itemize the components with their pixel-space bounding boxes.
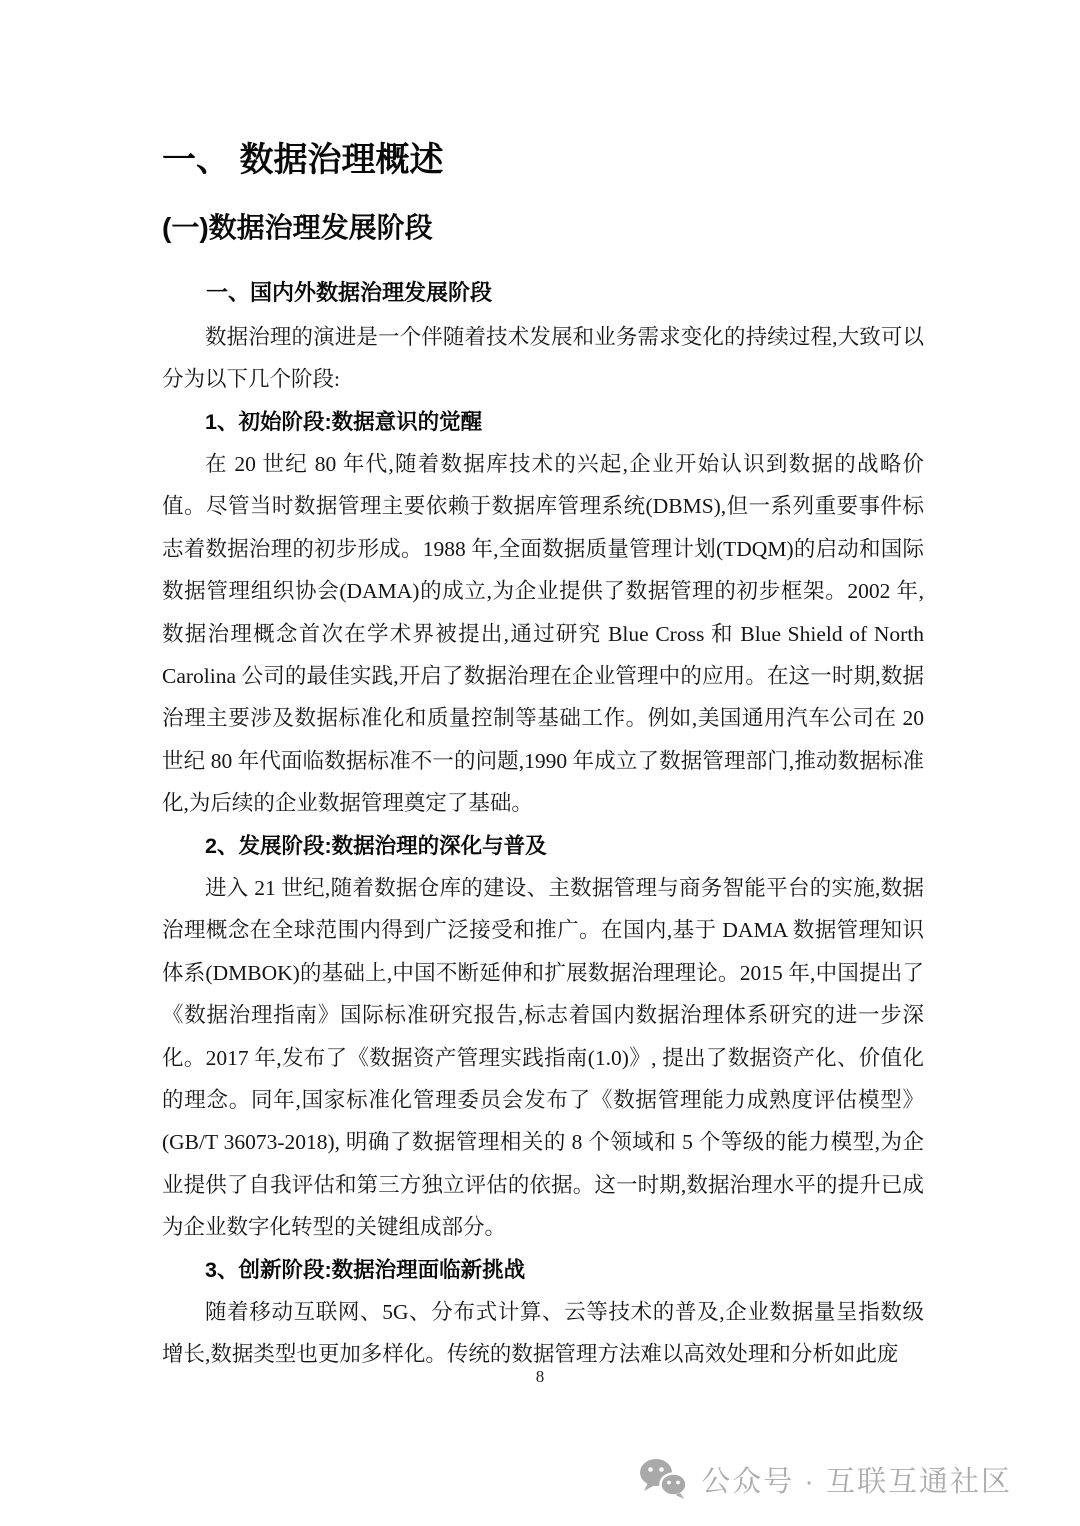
paragraph: 随着移动互联网、5G、分布式计算、云等技术的普及,企业数据量呈指数级增长,数据类型也更加多样化。传统的数据管理方法难以高效处理和分析如此庞: [162, 1300, 924, 1367]
chapter-title: 一、 数据治理概述: [162, 141, 444, 179]
paragraph: 在 20 世纪 80 年代,随着数据库技术的兴起,企业开始认识到数据的战略价值。尽管当时数据管理主要依赖于数据库管理系统(DBMS),但一系列重要事件标志着数据治理的初步形成。1988 年,全面数据质量管理计划(TDQM)的启动和国际数据管理组织协会(DAMA)的成立,为企业提供了数据管理的初步框架。2002 年,数据治理概念首次在学术界被提出,通过研究 Blue Cross 和 Blue Shield of North Carolina 公司的最佳实践,开启了数据治理在企业管理中的应用。在这一时期,数据治理主要涉及数据标准化和质量控制等基础工作。例如,美国通用汽车公司在 20 世纪 80 年代面临数据标准不一的问题,1990 年成立了数据管理部门,推动数据标准化,为后续的企业数据管理奠定了基础。: [162, 451, 924, 816]
page-number: 8: [535, 1367, 545, 1386]
section-title: (一)数据治理发展阶段: [162, 211, 433, 243]
section-subheading: 2、发展阶段:数据治理的深化与普及: [205, 833, 547, 858]
wechat-icon: [639, 1458, 689, 1500]
document-content: [162, 140, 924, 1376]
section-subheading: 1、初始阶段:数据意识的觉醒: [205, 409, 483, 434]
section-subheading: 3、创新阶段:数据治理面临新挑战: [205, 1257, 526, 1282]
watermark: [639, 1458, 1012, 1500]
paragraph: 进入 21 世纪,随着数据仓库的建设、主数据管理与商务智能平台的实施,数据治理概念在全球范围内得到广泛接受和推广。在国内,基于 DAMA 数据管理知识体系(DMBOK)的基础上,中国不断延伸和扩展数据治理理论。2015 年,中国提出了《数据治理指南》国际标准研究报告,标志着国内数据治理体系研究的进一步深化。2017 年,发布了《数据资产管理实践指南(1.0)》, 提出了数据资产化、价值化的理念。同年,国家标准化管理委员会发布了《数据管理能力成熟度评估模型》(GB/T 36073-2018), 明确了数据管理相关的 8 个领域和 5 个等级的能力模型,为企业提供了自我评估和第三方独立评估的依据。这一时期,数据治理水平的提升已成为企业数字化转型的关键组成部分。: [162, 875, 924, 1240]
subsection-title: 一、国内外数据治理发展阶段: [206, 280, 493, 306]
watermark-text: 公众号 · 互联互通社区: [701, 1465, 1012, 1498]
document-body: [162, 316, 924, 1376]
paragraph: 数据治理的演进是一个伴随着技术发展和业务需求变化的持续过程,大致可以分为以下几个阶段:: [162, 324, 924, 392]
